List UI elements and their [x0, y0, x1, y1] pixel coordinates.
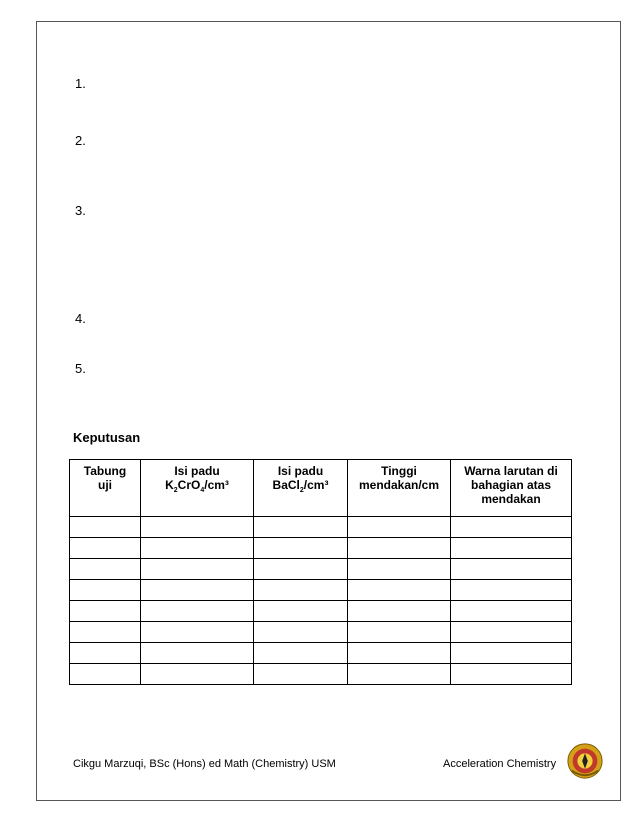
table-cell[interactable] [141, 559, 254, 580]
header-text: /cm³ [204, 478, 229, 492]
table-row [70, 622, 572, 643]
table-cell[interactable] [348, 643, 451, 664]
table-cell[interactable] [254, 601, 348, 622]
table-cell[interactable] [141, 601, 254, 622]
item-number-4: 4. [75, 311, 86, 326]
table-cell[interactable] [70, 601, 141, 622]
table-cell[interactable] [451, 664, 572, 685]
footer-author: Cikgu Marzuqi, BSc (Hons) ed Math (Chemistry) USM [73, 758, 336, 770]
table-row [70, 517, 572, 538]
table-cell[interactable] [141, 622, 254, 643]
header-text: Isi padu [277, 464, 324, 478]
table-cell[interactable] [451, 580, 572, 601]
results-table [69, 459, 572, 685]
header-text: Tinggi [381, 464, 417, 478]
header-text: mendakan [481, 492, 541, 506]
header-text: BaCl [272, 478, 300, 492]
item-number-1: 1. [75, 76, 86, 91]
table-cell[interactable] [141, 517, 254, 538]
table-body [70, 517, 572, 685]
header-text: uji [98, 478, 112, 492]
table-cell[interactable] [141, 643, 254, 664]
header-test-tube [70, 460, 141, 517]
table-cell[interactable] [348, 622, 451, 643]
table-cell[interactable] [451, 559, 572, 580]
table-cell[interactable] [348, 517, 451, 538]
table-row [70, 643, 572, 664]
table-cell[interactable] [141, 538, 254, 559]
header-text: Warna larutan di [464, 464, 558, 478]
table-cell[interactable] [141, 580, 254, 601]
table-row [70, 580, 572, 601]
header-k2cro4-volume [141, 460, 254, 517]
table-cell[interactable] [451, 622, 572, 643]
header-text: bahagian atas [470, 478, 552, 492]
item-number-5: 5. [75, 361, 86, 376]
subscript: 4 [200, 487, 205, 494]
table-row [70, 601, 572, 622]
header-text: Isi padu [174, 464, 220, 478]
subscript: 2 [173, 487, 178, 494]
table-cell[interactable] [348, 664, 451, 685]
table-cell[interactable] [451, 538, 572, 559]
header-bacl2-volume [254, 460, 348, 517]
table-cell[interactable] [70, 538, 141, 559]
header-text: CrO [177, 478, 201, 492]
header-text: /cm³ [303, 478, 329, 492]
table-cell[interactable] [254, 559, 348, 580]
table-cell[interactable] [70, 559, 141, 580]
table-row [70, 538, 572, 559]
table-cell[interactable] [254, 664, 348, 685]
header-text: K [165, 478, 174, 492]
item-number-3: 3. [75, 203, 86, 218]
table-cell[interactable] [348, 559, 451, 580]
table-cell[interactable] [451, 601, 572, 622]
table-row [70, 559, 572, 580]
table-cell[interactable] [348, 580, 451, 601]
table-cell[interactable] [70, 664, 141, 685]
table-row [70, 664, 572, 685]
school-crest-logo [566, 742, 604, 780]
header-solution-colour [451, 460, 572, 517]
subscript: 2 [299, 487, 304, 494]
table-cell[interactable] [254, 517, 348, 538]
section-title: Keputusan [73, 430, 141, 445]
header-precipitate-height [348, 460, 451, 517]
table-header-row [70, 460, 572, 517]
table-cell[interactable] [70, 643, 141, 664]
table-cell[interactable] [254, 538, 348, 559]
item-number-2: 2. [75, 133, 86, 148]
table-cell[interactable] [451, 643, 572, 664]
table-cell[interactable] [254, 622, 348, 643]
table-cell[interactable] [348, 601, 451, 622]
table-cell[interactable] [70, 580, 141, 601]
table-cell[interactable] [254, 643, 348, 664]
footer-title: Acceleration Chemistry [443, 758, 557, 770]
header-text: Tabung [83, 464, 127, 478]
header-text: mendakan/cm [358, 478, 440, 492]
table-cell[interactable] [254, 580, 348, 601]
table-cell[interactable] [348, 538, 451, 559]
table-cell[interactable] [70, 622, 141, 643]
table-cell[interactable] [451, 517, 572, 538]
table-cell[interactable] [141, 664, 254, 685]
table-cell[interactable] [70, 517, 141, 538]
